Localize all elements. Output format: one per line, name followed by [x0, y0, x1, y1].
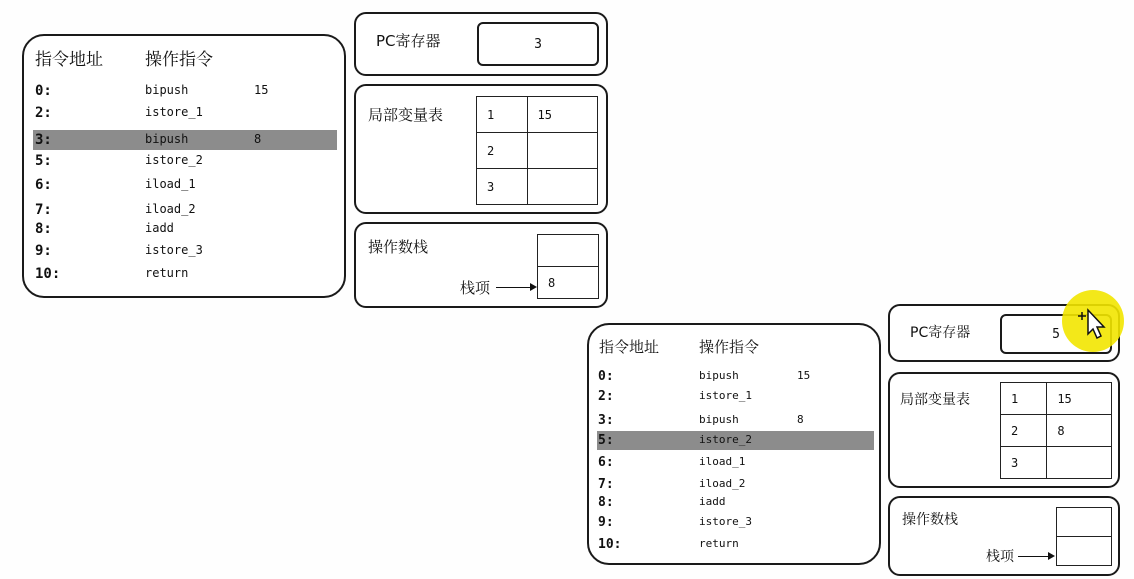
stack-slot-top — [1056, 536, 1112, 566]
instruction-address: 7: — [598, 477, 614, 492]
local-var-row — [1001, 383, 1112, 415]
instruction-address: 0: — [35, 83, 52, 99]
instruction-operand: 15 — [797, 369, 811, 382]
instruction-opcode: iadd — [699, 495, 726, 508]
instruction-panel-right — [587, 323, 881, 565]
operand-stack-label: 操作数栈 — [902, 512, 958, 528]
slot-index: 3 — [477, 169, 528, 205]
instruction-opcode: istore_2 — [145, 153, 203, 167]
instruction-address: 5: — [598, 433, 614, 448]
instruction-opcode: istore_1 — [145, 105, 203, 119]
instruction-address: 9: — [598, 515, 614, 530]
slot-value: 8 — [1047, 415, 1112, 447]
stack-top-arrow — [496, 287, 530, 288]
instruction-opcode: iadd — [145, 221, 174, 235]
local-var-table-label: 局部变量表 — [900, 392, 970, 408]
operand-stack-box-left — [354, 222, 608, 308]
move-cursor-icon — [1074, 308, 1108, 348]
instruction-panel-left — [22, 34, 346, 298]
instruction-opcode: iload_1 — [699, 455, 746, 468]
arrow-head-icon — [530, 283, 537, 291]
instruction-address: 2: — [598, 389, 614, 404]
local-var-table-box-right — [888, 372, 1120, 488]
instruction-address: 10: — [598, 537, 622, 552]
instruction-opcode: bipush — [699, 413, 739, 426]
instruction-operand: 15 — [254, 83, 269, 97]
instruction-address: 2: — [35, 105, 52, 121]
instruction-address: 7: — [35, 202, 52, 218]
pc-register-label: PC寄存器 — [376, 32, 441, 50]
instruction-address: 0: — [598, 369, 614, 384]
instruction-address: 5: — [35, 153, 52, 169]
instr-header-opcode: 操作指令 — [145, 50, 213, 70]
instruction-opcode: istore_3 — [145, 243, 203, 257]
instr-header-address: 指令地址 — [599, 338, 660, 356]
instruction-address: 3: — [598, 413, 614, 428]
instruction-opcode: iload_1 — [145, 177, 196, 191]
pc-register-value: 3 — [477, 22, 599, 66]
local-var-row — [1001, 415, 1112, 447]
stack-slot-top: 8 — [537, 266, 599, 299]
local-var-row — [477, 133, 598, 169]
instruction-address: 6: — [35, 177, 52, 193]
local-var-row — [477, 169, 598, 205]
slot-value: 15 — [1047, 383, 1112, 415]
instruction-operand: 8 — [797, 413, 804, 426]
instruction-opcode: iload_2 — [145, 202, 196, 216]
instruction-opcode: istore_2 — [699, 433, 752, 446]
local-var-table — [1000, 382, 1112, 479]
pc-register-box-left — [354, 12, 608, 76]
instruction-address: 8: — [35, 221, 52, 237]
instruction-opcode: istore_1 — [699, 389, 752, 402]
slot-value — [1047, 447, 1112, 479]
slot-index: 2 — [477, 133, 528, 169]
instruction-opcode: iload_2 — [699, 477, 746, 490]
slot-value: 15 — [527, 97, 598, 133]
arrow-head-icon — [1048, 552, 1055, 560]
stack-top-label: 栈项 — [986, 549, 1014, 565]
local-var-table — [476, 96, 598, 205]
pc-register-label: PC寄存器 — [910, 325, 971, 341]
instruction-opcode: istore_3 — [699, 515, 752, 528]
instr-header-opcode: 操作指令 — [699, 338, 760, 356]
stack-slot — [537, 234, 599, 267]
instruction-address: 10: — [35, 266, 61, 282]
local-var-table-box-left — [354, 84, 608, 214]
stack-top-label: 栈项 — [460, 279, 491, 297]
operand-stack-label: 操作数栈 — [368, 238, 429, 256]
instruction-address: 9: — [35, 243, 52, 259]
slot-index: 2 — [1001, 415, 1047, 447]
stack-slot — [1056, 507, 1112, 537]
stack-top-arrow — [1018, 556, 1048, 557]
local-var-row — [477, 97, 598, 133]
local-var-row — [1001, 447, 1112, 479]
operand-stack-box-right — [888, 496, 1120, 576]
instruction-operand: 8 — [254, 132, 262, 146]
slot-value — [527, 169, 598, 205]
local-var-table-label: 局部变量表 — [368, 106, 444, 124]
slot-index: 3 — [1001, 447, 1047, 479]
instruction-opcode: bipush — [145, 83, 189, 97]
instruction-address: 3: — [35, 132, 52, 148]
instr-header-address: 指令地址 — [35, 50, 103, 70]
pc-register-value: 5 — [1000, 314, 1112, 354]
instruction-opcode: bipush — [699, 369, 739, 382]
slot-index: 1 — [1001, 383, 1047, 415]
instruction-opcode: bipush — [145, 132, 189, 146]
instruction-address: 8: — [598, 495, 614, 510]
instruction-address: 6: — [598, 455, 614, 470]
slot-value — [527, 133, 598, 169]
instruction-opcode: return — [699, 537, 739, 550]
instruction-opcode: return — [145, 266, 189, 280]
slot-index: 1 — [477, 97, 528, 133]
